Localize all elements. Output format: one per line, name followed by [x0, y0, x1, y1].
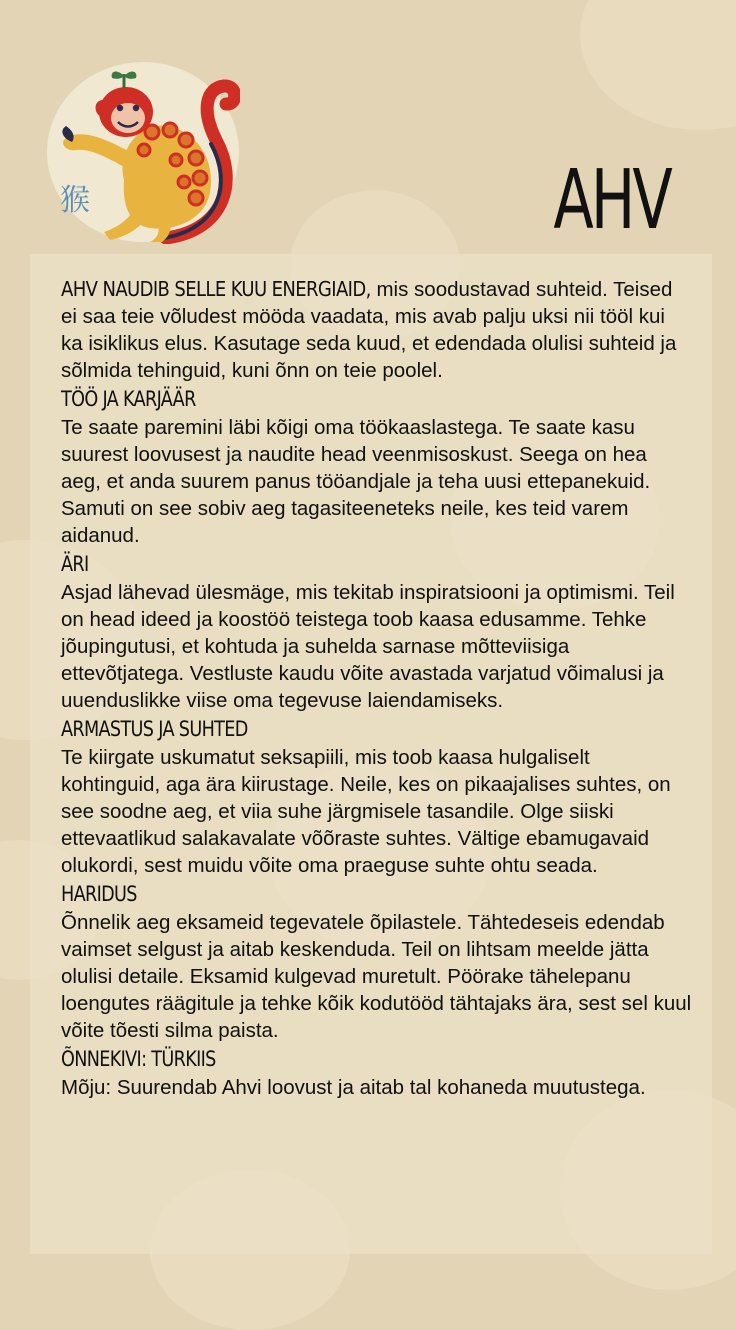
- section-heading-lucky-stone: ÕNNEKIVI: TÜRKIIS: [61, 1047, 216, 1071]
- section-text-work: Te saate paremini läbi kõigi oma töökaaslastega. Te saate kasu suurest loovusest ja naudite head veenmisoskust. Seega on hea aeg, et anda suurem panus tööandjale ja teha uusi ettepanekuid. Samuti on see sobiv aeg tagasiteeneteks neile, kes teid varem aidanud.: [61, 416, 651, 547]
- section-text-love: Te kiirgate uskumatut seksapiili, mis toob kaasa hulgaliselt kohtinguid, aga ära kiirustage. Neile, kes on pikaajalises suhtes, on see soodne aeg, et viia suhe järgmisele tasandile. Olge siiski ettevaatlikud salakavalate võõraste suhtes. Vältige ebamugavaid olukordi, sest muidu võite oma praeguse suhte ohtu seada.: [61, 746, 671, 877]
- section-heading-love: ARMASTUS JA SUHTED: [61, 717, 248, 741]
- horoscope-content: [30, 254, 712, 1254]
- hanzi-character: 猴: [60, 183, 90, 218]
- intro-paragraph: [61, 276, 692, 384]
- section-text-education: Õnnelik aeg eksameid tegevatele õpilastele. Tähtedeseis edendab vaimset selgust ja aitab keskenduda. Teil on lihtsam meelde jätta olulisi detaile. Eksamid kulgevad muretult. Pöörake tähelepanu loengutes räägitule ja tehke kõik kodutööd tähtajaks ära, sest sel kuul võite tõesti silma paista.: [61, 911, 692, 1042]
- section-text-business: Asjad lähevad ülesmäge, mis tekitab inspiratsiooni ja optimismi. Teil on head ideed ja koostöö teistega toob kaasa edusamme. Tehke jõupingutusi, et kohtuda ja suhelda sarnase mõtteviisiga ettevõtjatega. Vestluste kaudu võite avastada varjatud võimalusi ja uuenduslikke viise oma tegevuse laiendamiseks.: [61, 581, 675, 712]
- section-heading-education: HARIDUS: [61, 882, 137, 906]
- monkey-icon: [46, 60, 240, 244]
- intro-text: mis soodustavad suhteid. Teised ei saa teie võludest mööda vaadata, mis avab palju uksi nii tööl kui ka isiklikus elus. Kasutage seda kuud, et edendada olulisi suhteid ja sõlmida tehinguid, kuni õnn on teie poolel.: [61, 278, 677, 382]
- background-circle: [580, 0, 736, 130]
- section-heading-work: TÖÖ JA KARJÄÄR: [61, 387, 196, 411]
- page-title: AHV: [553, 153, 670, 248]
- zodiac-logo: [46, 60, 240, 244]
- intro-lead: AHV NAUDIB SELLE KUU ENERGIAID,: [61, 277, 371, 301]
- section-heading-business: ÄRI: [61, 552, 89, 576]
- section-text-lucky-stone: Mõju: Suurendab Ahvi loovust ja aitab tal kohaneda muutustega.: [61, 1076, 646, 1099]
